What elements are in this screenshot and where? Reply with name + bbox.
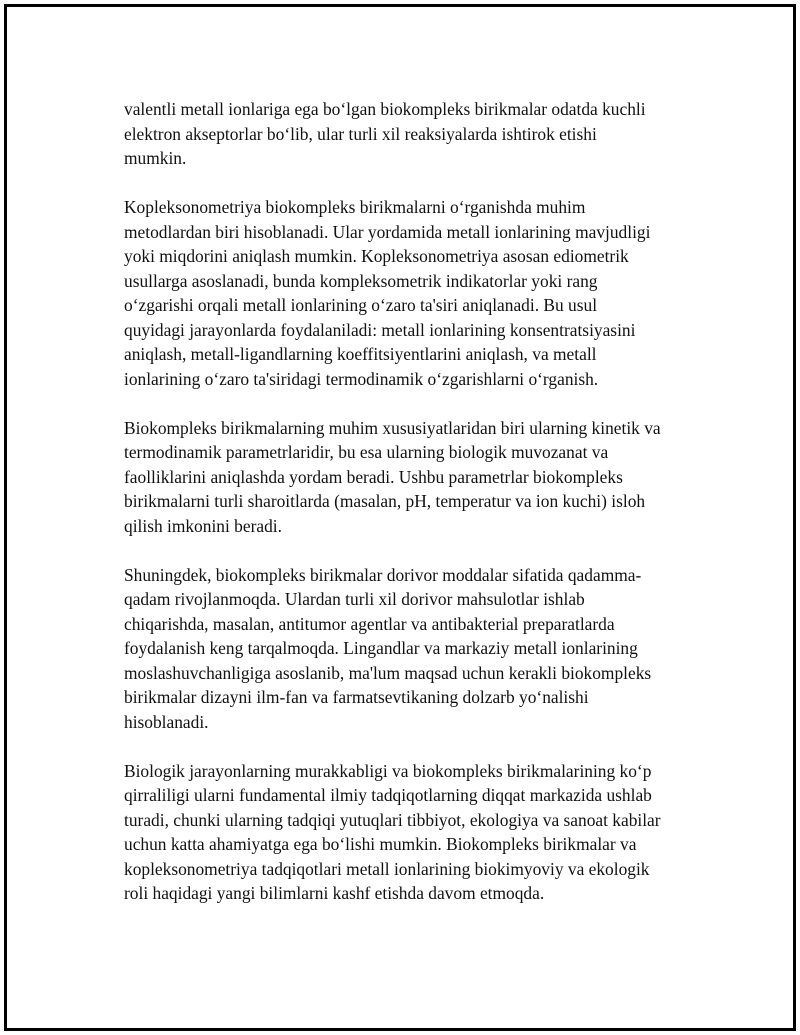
paragraph-2: [124, 195, 704, 391]
text-line: birikmalar dizayni ilm-fan va farmatsevtikaning dolzarb yo‘nalishi: [124, 687, 589, 707]
text-line: foydalanish keng tarqalmoqda. Lingandlar va markaziy metall ionlarining: [124, 638, 638, 658]
text-line: qilish imkonini beradi.: [124, 515, 282, 536]
text-line: o‘zgarishi orqali metall ionlarining o‘zaro ta'siri aniqlanadi. Bu usul: [124, 295, 598, 315]
document-body: [124, 97, 704, 930]
text-line: mumkin.: [124, 148, 187, 168]
text-line: qirraliligi ularni fundamental ilmiy tadqiqotlarning diqqat markazida ushlab: [124, 785, 652, 805]
text-line: chiqarishda, masalan, antitumor agentlar va antibakterial preparatlarda: [124, 613, 615, 634]
text-line: qadam rivojlanmoqda. Ulardan turli xil dorivor mahsulotlar ishlab: [124, 589, 585, 609]
text-line: kopleksonometriya tadqiqotlari metall ionlarining biokimyoviy va ekologik: [124, 858, 650, 879]
text-line: valentli metall ionlariga ega bo‘lgan biokompleks birikmalar odatda kuchli: [124, 99, 646, 119]
text-line: faolliklarini aniqlashda yordam beradi. Ushbu parametrlar biokompleks: [124, 466, 623, 487]
text-line: Biokompleks birikmalarning muhim xususiyatlaridan biri ularning kinetik va: [124, 417, 661, 438]
paragraph-3: [124, 416, 704, 539]
text-line: yoki miqdorini aniqlash mumkin. Kopleksonometriya asosan ediometrik: [124, 246, 629, 266]
text-line: aniqlash, metall-ligandlarning koeffitsiyentlarini aniqlash, va metall: [124, 344, 597, 364]
text-line: birikmalarni turli sharoitlarda (masalan, pH, temperatur va ion kuchi) isloh: [124, 491, 646, 511]
text-line: elektron akseptorlar bo‘lib, ular turli xil reaksiyalarda ishtirok etishi: [124, 123, 597, 144]
text-line: Kopleksonometriya biokompleks birikmalarni o‘rganishda muhim: [124, 197, 586, 217]
text-line: turadi, chunki ularning tadqiqi yutuqlari tibbiyot, ekologiya va sanoat kabilar: [124, 809, 661, 830]
text-line: uchun katta ahamiyatga ega bo‘lishi mumkin. Biokompleks birikmalar va: [124, 834, 637, 854]
text-line: roli haqidagi yangi bilimlarni kashf etishda davom etmoqda.: [124, 883, 545, 903]
text-line: Shuningdek, biokompleks birikmalar dorivor moddalar sifatida qadamma-: [124, 564, 642, 585]
text-line: Biologik jarayonlarning murakkabligi va biokompleks birikmalarining ko‘p: [124, 760, 652, 781]
text-line: ionlarining o‘zaro ta'siridagi termodinamik o‘zgarishlarni o‘rganish.: [124, 368, 599, 389]
paragraph-4: [124, 563, 704, 735]
paragraph-1: [124, 97, 704, 171]
page-frame: [4, 4, 796, 1031]
text-line: termodinamik parametrlaridir, bu esa ularning biologik muvozanat va: [124, 442, 609, 462]
paragraph-5: [124, 759, 704, 906]
text-line: usullarga asoslanadi, bunda kompleksometrik indikatorlar yoki rang: [124, 270, 598, 291]
text-line: quyidagi jarayonlarda foydalaniladi: metall ionlarining konsentratsiyasini: [124, 319, 636, 340]
text-line: hisoblanadi.: [124, 711, 209, 732]
text-line: metodlardan biri hisoblanadi. Ular yordamida metall ionlarining mavjudligi: [124, 221, 651, 242]
text-line: moslashuvchanligiga asoslanib, ma'lum maqsad uchun kerakli biokompleks: [124, 662, 652, 683]
